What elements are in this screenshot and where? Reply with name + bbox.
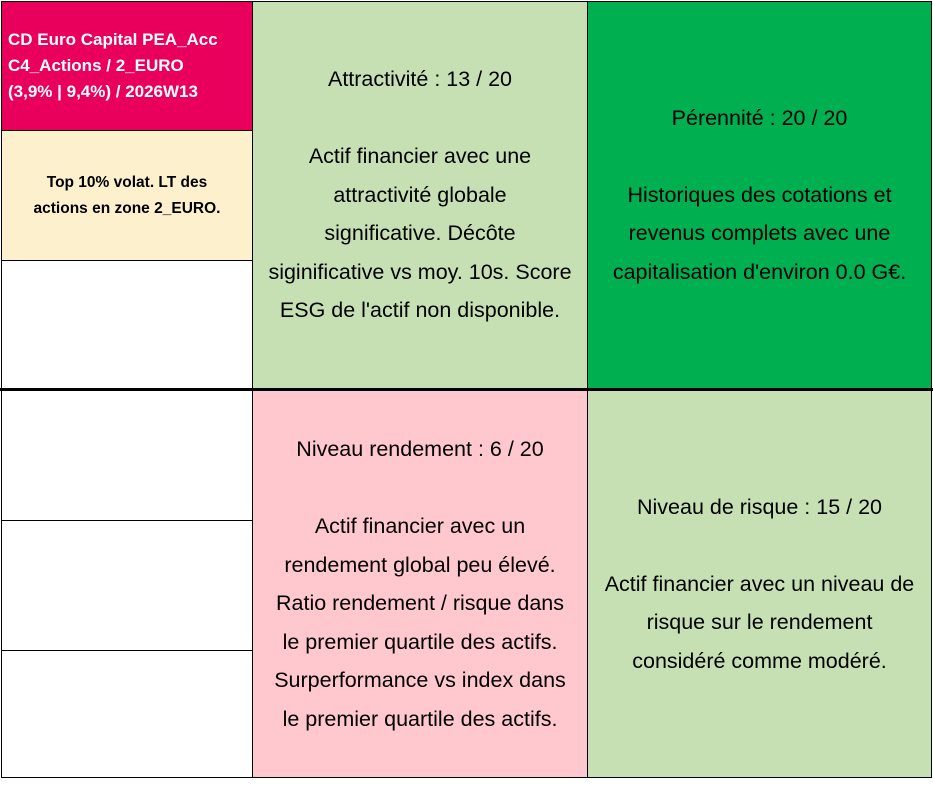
empty-cell-4 — [1, 650, 253, 778]
attractivite-line-2: attractivité globale — [333, 182, 507, 207]
perennite-line-1: Historiques des cotations et — [627, 182, 892, 207]
attractivite-line-1: Actif financier avec une — [308, 144, 532, 169]
attractivite-line-4: siginificative vs moy. 10s. Score — [268, 259, 572, 284]
rendement-line-4: le premier quartile des actifs. — [282, 629, 558, 654]
empty-cell-3 — [1, 520, 253, 651]
empty-cell-1 — [1, 260, 253, 389]
fund-category: C4_Actions / 2_EURO — [8, 56, 184, 75]
perennite-card — [587, 1, 932, 389]
attractivite-card — [252, 1, 588, 389]
rendement-line-6: le premier quartile des actifs. — [282, 706, 558, 731]
perennite-heading: Pérennité : 20 / 20 — [671, 105, 848, 130]
empty-cell-2 — [1, 390, 253, 521]
attractivite-line-3: significative. Décôte — [324, 221, 516, 246]
perennite-line-2: revenus complets avec une — [628, 221, 891, 246]
volatility-note-line-2: actions en zone 2_EURO. — [33, 199, 221, 217]
attractivite-line-5: ESG de l'actif non disponible. — [279, 298, 561, 323]
rendement-line-5: Surperformance vs index dans — [274, 668, 566, 692]
fund-title-cell — [1, 1, 253, 131]
perennite-line-3: capitalisation d'environ 0.0 G€. — [612, 259, 907, 284]
rendement-line-3: Ratio rendement / risque dans — [275, 591, 565, 615]
risque-line-1: Actif financier avec un niveau de — [604, 571, 915, 596]
volatility-note-line-1: Top 10% volat. LT des — [46, 173, 208, 191]
risque-line-3: considéré comme modéré. — [632, 648, 887, 673]
attractivite-heading: Attractivité : 13 / 20 — [327, 67, 513, 92]
risque-heading: Niveau de risque : 15 / 20 — [636, 494, 882, 519]
volatility-note-cell — [1, 130, 253, 261]
rendement-line-1: Actif financier avec un — [314, 514, 526, 538]
risque-line-2: risque sur le rendement — [646, 610, 873, 635]
fund-stats: (3,9% | 9,4%) / 2026W13 — [8, 82, 198, 101]
rendement-heading: Niveau rendement : 6 / 20 — [296, 437, 544, 461]
risque-card — [587, 390, 932, 778]
fund-name: CD Euro Capital PEA_Acc — [8, 30, 218, 49]
rendement-card — [252, 390, 588, 778]
rendement-line-2: rendement global peu élevé. — [284, 552, 556, 577]
